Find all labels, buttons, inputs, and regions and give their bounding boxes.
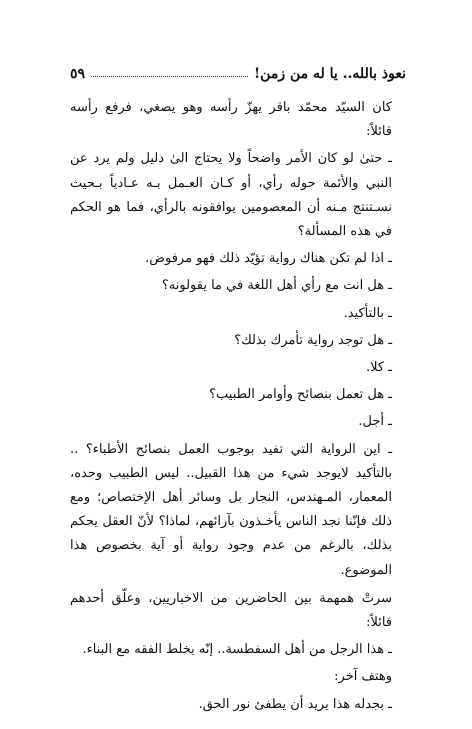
dotted-leader — [91, 76, 248, 77]
paragraph: ـ بالتأكيد. — [343, 305, 392, 321]
paragraph: وهتف آخر: — [334, 669, 392, 685]
body-text — [70, 96, 406, 720]
paragraph: ـ اذا لم تكن هناك رواية تؤيّد ذلك فهو مرفوض. — [145, 251, 392, 267]
paragraph: ـ هل تعمل بنصائح وأوامر الطبيب؟ — [209, 387, 392, 403]
paragraph: ـ أجل. — [358, 414, 392, 430]
paragraph: كان السيّد محمّد باقر يهزّ رأسه وهو يصغي، فرفع رأسه قائلاً: — [70, 100, 392, 140]
paragraph: ـ بجدله هذا يريد أن يطفئ نور الحق. — [198, 696, 392, 712]
paragraph: ـ هل توجد رواية تأمرك بذلك؟ — [234, 332, 392, 348]
paragraph: ـ هذا الرجل من أهل السفطسة.. إنّه يخلط الفقه مع البناء. — [82, 642, 392, 658]
running-title: نعوذ بالله.. يا له من زمن! — [254, 66, 406, 82]
paragraph: ـ كلا. — [365, 360, 392, 376]
page-number: ٥٩ — [70, 66, 86, 82]
paragraph: ـ اين الرواية التي تفيد بوجوب العمل بنصائح الأطباء؟ .. بالتأكيد لايوجد شيء من هذا القبيل.. ليس الطبيب وحده، المعمار، المـهندس، النجار بل وسائر أهل الإختصاص؛ ومع ذلك فإنّنا نجد الناس يأخـذون بآرائهم، لماذا؟ لأنّ العقل يحكم بذلك، بالرغم من عدم وجود رواية أو آية بخصوص هذا الموضوع. — [70, 441, 392, 578]
page-header — [70, 58, 406, 82]
paragraph: سرتْ همهمة بين الحاضرين من الاخباريين، وعلّق أحدهم قائلاً: — [70, 590, 392, 631]
paragraph: ـ هل انت مع رأي أهل اللغة في ما يقولونه؟ — [161, 278, 392, 294]
paragraph: ـ حتىٰ لو كان الأمر واضحاً ولا يحتاج الىٰ دليل ولم يرد عن النبي والأئمة حوله رأي، أو كـان العـمل بـه عـادياً بـحيث نسـتنتج مـنه أن المعصومين يوافقونه بالرأي، فما هو الحكم في هذه المسألة؟ — [70, 151, 392, 240]
